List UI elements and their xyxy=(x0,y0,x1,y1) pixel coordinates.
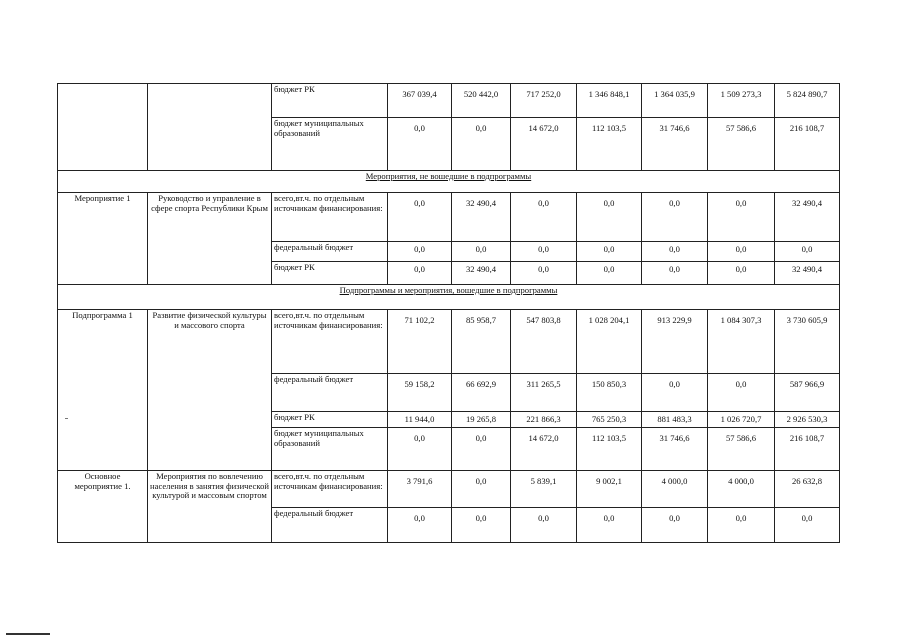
amount-cell xyxy=(452,428,511,471)
amount-cell xyxy=(708,471,775,508)
amount-cell xyxy=(577,118,642,171)
amount-cell xyxy=(708,428,775,471)
amount-cell-text: 0,0 xyxy=(735,379,747,389)
amount-cell-text: 11 944,0 xyxy=(404,414,435,424)
amount-cell-text: 5 824 890,7 xyxy=(786,89,828,99)
amount-cell-text: 221 866,3 xyxy=(526,414,561,424)
amount-cell-text: 19 265,8 xyxy=(465,414,497,424)
amount-cell-text: 57 586,6 xyxy=(725,123,757,133)
amount-cell-text: 0,0 xyxy=(735,244,747,254)
amount-cell-text: 0,0 xyxy=(414,198,425,208)
amount-cell-text: 112 103,5 xyxy=(591,123,627,133)
amount-cell xyxy=(511,193,577,242)
amount-cell-text: 0,0 xyxy=(538,513,549,523)
amount-cell-text: 0,0 xyxy=(475,476,487,486)
item-code: Основное мероприятие 1. xyxy=(58,471,148,543)
amount-cell-text: 2 926 530,3 xyxy=(786,414,828,424)
amount-cell xyxy=(577,242,642,262)
amount-cell-text: 9 002,1 xyxy=(596,476,622,486)
amount-cell xyxy=(642,84,708,118)
amount-cell xyxy=(642,412,708,428)
amount-cell xyxy=(642,193,708,242)
amount-cell-text: 0,0 xyxy=(538,264,549,274)
amount-cell-text: 913 229,9 xyxy=(657,315,692,325)
amount-cell xyxy=(452,193,511,242)
amount-cell xyxy=(708,310,775,374)
amount-cell-text: 0,0 xyxy=(414,264,425,274)
amount-cell xyxy=(775,118,840,171)
amount-cell-text: 0,0 xyxy=(669,244,680,254)
amount-cell-text: 0,0 xyxy=(414,433,425,443)
amount-cell xyxy=(708,262,775,285)
amount-cell xyxy=(388,374,452,412)
amount-cell-text: 0,0 xyxy=(603,264,615,274)
amount-cell-text: 0,0 xyxy=(669,198,680,208)
amount-cell xyxy=(511,412,577,428)
source-label: бюджет РК xyxy=(272,84,388,118)
scan-speck xyxy=(65,418,68,419)
amount-cell xyxy=(775,428,840,471)
amount-cell xyxy=(642,508,708,543)
amount-cell-text: 4 000,0 xyxy=(661,476,688,486)
item-code: Мероприятие 1 xyxy=(58,193,148,285)
section-row xyxy=(58,285,840,310)
amount-cell xyxy=(511,262,577,285)
amount-cell-text: 5 839,1 xyxy=(530,476,557,486)
amount-cell-text: 26 632,8 xyxy=(791,476,823,486)
amount-cell-text: 85 958,7 xyxy=(465,315,497,325)
amount-cell xyxy=(577,412,642,428)
table-row xyxy=(58,84,840,118)
amount-cell xyxy=(708,84,775,118)
amount-cell xyxy=(511,428,577,471)
amount-cell-text: 0,0 xyxy=(414,123,425,133)
amount-cell-text: 3 791,6 xyxy=(406,476,433,486)
amount-cell-text: 1 364 035,9 xyxy=(654,89,695,99)
amount-cell xyxy=(388,262,452,285)
amount-cell xyxy=(708,374,775,412)
amount-cell-text: 0,0 xyxy=(735,264,747,274)
item-name: Развитие физической культуры и массового спорта xyxy=(148,310,272,471)
amount-cell-text: 0,0 xyxy=(735,198,747,208)
amount-cell-text: 367 039,4 xyxy=(402,89,437,99)
amount-cell-text: 0,0 xyxy=(603,198,615,208)
amount-cell xyxy=(577,193,642,242)
amount-cell-text: 150 850,3 xyxy=(591,379,627,389)
amount-cell xyxy=(775,471,840,508)
amount-cell-text: 14 672,0 xyxy=(528,123,559,133)
amount-cell-text: 0,0 xyxy=(538,198,549,208)
amount-cell-text: 0,0 xyxy=(669,379,680,389)
amount-cell xyxy=(388,193,452,242)
amount-cell xyxy=(452,242,511,262)
amount-cell-text: 1 084 307,3 xyxy=(720,315,762,325)
item-name: Мероприятия по вовлечению населения в занятия физической культурой и массовым спортом xyxy=(148,471,272,543)
amount-cell xyxy=(577,262,642,285)
amount-cell-text: 3 730 605,9 xyxy=(786,315,828,325)
item-code: Подпрограмма 1 xyxy=(58,310,148,471)
amount-cell-text: 4 000,0 xyxy=(728,476,754,486)
item-name: Руководство и управление в сфере спорта Республики Крым xyxy=(148,193,272,285)
amount-cell-text: 71 102,2 xyxy=(404,315,435,325)
amount-cell-text: 520 442,0 xyxy=(463,89,499,99)
amount-cell xyxy=(452,310,511,374)
section-heading-text: Мероприятия, не вошедшие в подпрограммы xyxy=(365,171,532,181)
amount-cell xyxy=(388,471,452,508)
amount-cell xyxy=(452,118,511,171)
amount-cell xyxy=(511,118,577,171)
amount-cell-text: 311 265,5 xyxy=(526,379,561,389)
amount-cell-text: 0,0 xyxy=(603,513,615,523)
amount-cell-text: 1 346 848,1 xyxy=(588,89,630,99)
amount-cell-text: 216 108,7 xyxy=(789,123,825,133)
section-heading-text: Подпрограммы и мероприятия, вошедшие в подпрограммы xyxy=(339,285,558,295)
amount-cell-text: 765 250,3 xyxy=(591,414,627,424)
source-label: всего,вт.ч. по отдельным источникам финансирования: xyxy=(272,310,388,374)
section-heading xyxy=(58,285,840,310)
amount-cell-text: 0,0 xyxy=(538,244,549,254)
item-code xyxy=(58,84,148,171)
amount-cell xyxy=(452,84,511,118)
table-row xyxy=(58,193,840,242)
amount-cell xyxy=(577,84,642,118)
amount-cell-text: 1 026 720,7 xyxy=(720,414,762,424)
footer-rule xyxy=(6,633,50,635)
amount-cell xyxy=(642,118,708,171)
amount-cell xyxy=(775,262,840,285)
amount-cell xyxy=(708,508,775,543)
amount-cell xyxy=(577,374,642,412)
amount-cell-text: 0,0 xyxy=(414,244,425,254)
amount-cell xyxy=(642,471,708,508)
amount-cell-text: 57 586,6 xyxy=(725,433,757,443)
source-label: федеральный бюджет xyxy=(272,374,388,412)
amount-cell xyxy=(775,193,840,242)
section-heading xyxy=(58,171,840,193)
amount-cell xyxy=(511,242,577,262)
amount-cell-text: 0,0 xyxy=(475,123,487,133)
source-label: бюджет муниципальных образований xyxy=(272,428,388,471)
amount-cell-text: 0,0 xyxy=(475,244,487,254)
amount-cell-text: 0,0 xyxy=(801,244,813,254)
amount-cell xyxy=(511,310,577,374)
amount-cell-text: 717 252,0 xyxy=(526,89,561,99)
amount-cell-text: 547 803,8 xyxy=(526,315,561,325)
source-label: бюджет РК xyxy=(272,262,388,285)
amount-cell xyxy=(577,508,642,543)
amount-cell xyxy=(775,374,840,412)
item-name xyxy=(148,84,272,171)
amount-cell-text: 14 672,0 xyxy=(528,433,559,443)
amount-cell-text: 32 490,4 xyxy=(791,198,823,208)
table-row xyxy=(58,310,840,374)
amount-cell xyxy=(642,242,708,262)
amount-cell xyxy=(452,262,511,285)
amount-cell xyxy=(452,508,511,543)
amount-cell-text: 0,0 xyxy=(475,433,487,443)
amount-cell xyxy=(775,412,840,428)
amount-cell xyxy=(708,193,775,242)
amount-cell-text: 31 746,6 xyxy=(659,123,690,133)
source-label: федеральный бюджет xyxy=(272,242,388,262)
amount-cell xyxy=(452,374,511,412)
amount-cell xyxy=(642,262,708,285)
amount-cell xyxy=(511,471,577,508)
amount-cell-text: 1 028 204,1 xyxy=(588,315,630,325)
table-row xyxy=(58,471,840,508)
amount-cell-text: 112 103,5 xyxy=(591,433,627,443)
amount-cell-text: 31 746,6 xyxy=(659,433,690,443)
amount-cell xyxy=(642,374,708,412)
amount-cell xyxy=(452,412,511,428)
amount-cell-text: 0,0 xyxy=(801,513,813,523)
amount-cell xyxy=(388,508,452,543)
section-row xyxy=(58,171,840,193)
amount-cell xyxy=(577,310,642,374)
amount-cell xyxy=(452,471,511,508)
amount-cell-text: 0,0 xyxy=(669,264,680,274)
amount-cell xyxy=(388,84,452,118)
amount-cell-text: 59 158,2 xyxy=(404,379,435,389)
amount-cell-text: 66 692,9 xyxy=(465,379,497,389)
amount-cell-text: 587 966,9 xyxy=(789,379,825,389)
amount-cell xyxy=(577,428,642,471)
amount-cell xyxy=(775,508,840,543)
amount-cell-text: 0,0 xyxy=(475,513,487,523)
source-label: всего,вт.ч. по отдельным источникам финансирования: xyxy=(272,193,388,242)
amount-cell xyxy=(511,374,577,412)
amount-cell xyxy=(708,412,775,428)
funding-table xyxy=(57,83,840,543)
amount-cell-text: 0,0 xyxy=(669,513,680,523)
amount-cell xyxy=(388,310,452,374)
source-label: федеральный бюджет xyxy=(272,508,388,543)
source-label: бюджет муниципальных образований xyxy=(272,118,388,171)
amount-cell xyxy=(775,310,840,374)
amount-cell xyxy=(708,118,775,171)
amount-cell-text: 32 490,4 xyxy=(465,198,497,208)
source-label: бюджет РК xyxy=(272,412,388,428)
amount-cell-text: 0,0 xyxy=(414,513,425,523)
amount-cell-text: 1 509 273,3 xyxy=(720,89,762,99)
amount-cell-text: 0,0 xyxy=(603,244,615,254)
amount-cell xyxy=(388,242,452,262)
amount-cell xyxy=(388,412,452,428)
amount-cell xyxy=(642,428,708,471)
amount-cell xyxy=(642,310,708,374)
amount-cell-text: 32 490,4 xyxy=(791,264,823,274)
table-body xyxy=(58,84,840,543)
amount-cell xyxy=(577,471,642,508)
amount-cell xyxy=(388,428,452,471)
amount-cell-text: 216 108,7 xyxy=(789,433,825,443)
amount-cell xyxy=(511,508,577,543)
amount-cell-text: 32 490,4 xyxy=(465,264,497,274)
amount-cell xyxy=(775,84,840,118)
amount-cell xyxy=(511,84,577,118)
amount-cell xyxy=(388,118,452,171)
amount-cell xyxy=(775,242,840,262)
source-label: всего,вт.ч. по отдельным источникам финансирования: xyxy=(272,471,388,508)
amount-cell-text: 0,0 xyxy=(735,513,747,523)
amount-cell xyxy=(708,242,775,262)
amount-cell-text: 881 483,3 xyxy=(657,414,692,424)
